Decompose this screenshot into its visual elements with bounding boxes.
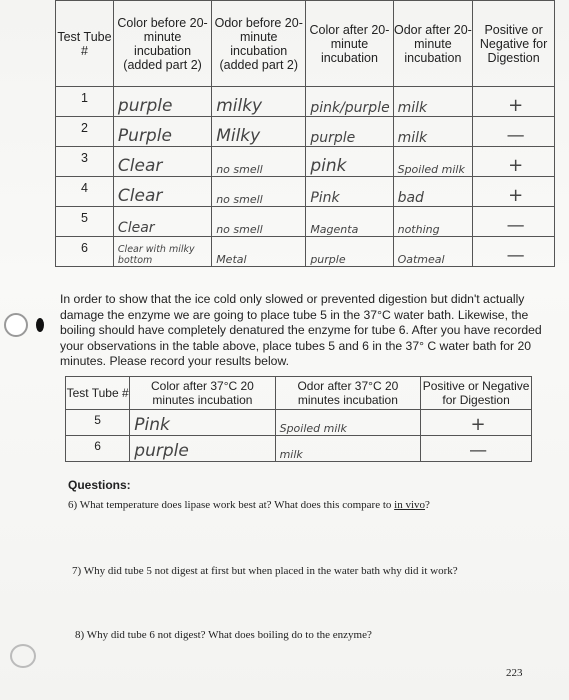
color-before-cell: Clear with milky bottom	[113, 237, 211, 267]
header-odor-before: Odor before 20-minute incubation (added part 2)	[212, 1, 306, 87]
header-test-tube: Test Tube #	[56, 1, 114, 87]
instructions-text: In order to show that the ice cold only slowed or prevented digestion but didn't actually damage the enzyme we are going to place tube 5 in the 37°C water bath. Likewise, the boiling should have completely denatured the enzyme for tube 6. After you have recorded your observations in the table above, place tubes 5 and 6 in the 37° C water bath for 20 minutes. Please record your results below.	[60, 292, 542, 368]
table-row	[56, 207, 555, 237]
odor-after-cell: Oatmeal	[393, 237, 473, 267]
header-test-tube: Test Tube #	[66, 377, 130, 410]
result-cell: +	[473, 177, 555, 207]
color-after-cell: purple	[306, 117, 393, 147]
color-after-cell: purple	[306, 237, 393, 267]
header-color-37c: Color after 37°C 20 minutes incubation	[130, 377, 275, 410]
header-color-before: Color before 20-minute incubation (added part 2)	[113, 1, 211, 87]
tube-number: 6	[66, 436, 130, 462]
in-vivo-link: in vivo	[394, 499, 426, 511]
table-row	[56, 87, 555, 117]
tube-number: 4	[56, 177, 114, 207]
table-row	[66, 410, 532, 436]
results-table-20min	[55, 0, 555, 267]
binder-hole-icon	[4, 313, 28, 337]
color-before-cell: Clear	[113, 147, 211, 177]
result-cell: —	[473, 117, 555, 147]
odor-cell: milk	[275, 436, 421, 462]
table-row	[56, 147, 555, 177]
result-cell: —	[473, 237, 555, 267]
odor-after-cell: nothing	[393, 207, 473, 237]
odor-before-cell: no smell	[212, 207, 306, 237]
question-7: 7) Why did tube 5 not digest at first but when placed in the water bath why did it work?	[72, 565, 458, 577]
header-odor-37c: Odor after 37°C 20 minutes incubation	[275, 377, 421, 410]
question-6-text: 6) What temperature does lipase work best at? What does this compare to	[68, 499, 395, 511]
header-result: Positive or Negative for Digestion	[421, 377, 532, 410]
result-cell: +	[473, 147, 555, 177]
color-before-cell: Purple	[113, 117, 211, 147]
odor-after-cell: milk	[393, 117, 473, 147]
odor-after-cell: bad	[393, 177, 473, 207]
color-cell: purple	[130, 436, 275, 462]
table-row	[56, 177, 555, 207]
odor-cell: Spoiled milk	[275, 410, 421, 436]
result-cell: —	[421, 436, 532, 462]
odor-before-cell: Metal	[212, 237, 306, 267]
tube-number: 5	[56, 207, 114, 237]
question-6-end: ?	[425, 499, 430, 511]
table-row	[56, 237, 555, 267]
color-before-cell: Clear	[113, 207, 211, 237]
instructions-paragraph	[60, 292, 545, 370]
result-cell: +	[473, 87, 555, 117]
header-result: Positive or Negative for Digestion	[473, 1, 555, 87]
header-odor-after: Odor after 20-minute incubation	[393, 1, 473, 87]
binder-dot-icon	[36, 318, 44, 332]
color-before-cell: purple	[113, 87, 211, 117]
tube-number: 2	[56, 117, 114, 147]
color-after-cell: Pink	[306, 177, 393, 207]
header-color-after: Color after 20-minute incubation	[306, 1, 393, 87]
color-cell: Pink	[130, 410, 275, 436]
questions-heading: Questions:	[68, 478, 131, 492]
binder-hole-icon	[10, 644, 36, 668]
question-6	[68, 499, 430, 511]
odor-before-cell: milky	[212, 87, 306, 117]
result-cell: +	[421, 410, 532, 436]
odor-before-cell: Milky	[212, 117, 306, 147]
tube-number: 6	[56, 237, 114, 267]
tube-number: 1	[56, 87, 114, 117]
color-before-cell: Clear	[113, 177, 211, 207]
table-row	[56, 117, 555, 147]
question-8: 8) Why did tube 6 not digest? What does boiling do to the enzyme?	[75, 629, 372, 641]
odor-before-cell: no smell	[212, 177, 306, 207]
page-number: 223	[506, 667, 523, 679]
result-cell: —	[473, 207, 555, 237]
odor-before-cell: no smell	[212, 147, 306, 177]
odor-after-cell: milk	[393, 87, 473, 117]
color-after-cell: Magenta	[306, 207, 393, 237]
results-table-37c	[65, 376, 532, 462]
color-after-cell: pink/purple	[306, 87, 393, 117]
tube-number: 5	[66, 410, 130, 436]
table-row	[66, 436, 532, 462]
tube-number: 3	[56, 147, 114, 177]
odor-after-cell: Spoiled milk	[393, 147, 473, 177]
color-after-cell: pink	[306, 147, 393, 177]
